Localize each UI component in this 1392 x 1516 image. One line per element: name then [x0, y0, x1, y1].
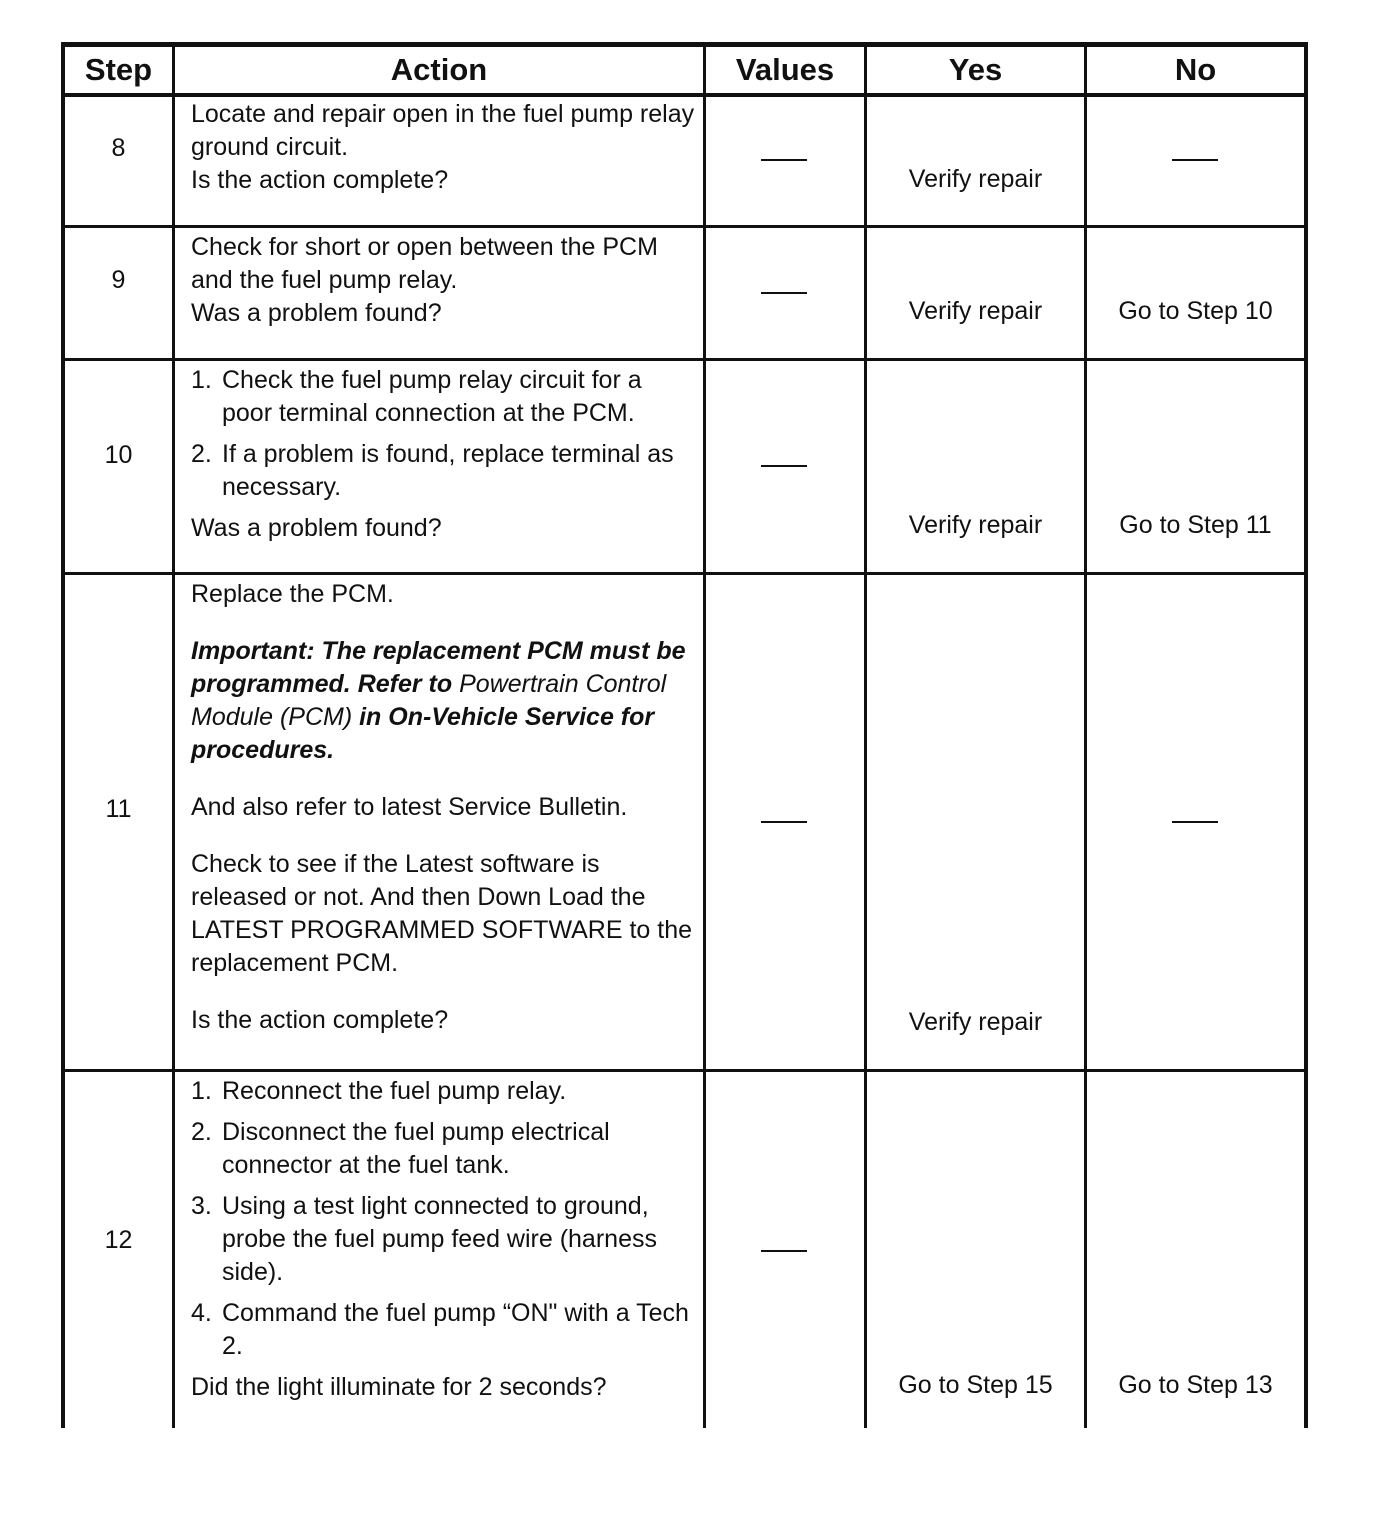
yes-result: Go to Step 15 [898, 1371, 1053, 1399]
cross-reference: Powertrain Control Module (PCM) [191, 670, 667, 731]
list-item: 2. Disconnect the fuel pump electrical connector at the fuel tank. [191, 1118, 610, 1179]
row-divider [61, 225, 1308, 228]
procedure-list [191, 1075, 695, 1363]
list-item: 1. Check the fuel pump relay circuit for a poor terminal connection at the PCM. [191, 366, 642, 427]
header-yes: Yes [948, 52, 1003, 87]
action-question: Is the action complete? [191, 166, 449, 194]
action-cell [175, 98, 703, 197]
row-divider [61, 572, 1308, 575]
action-text: Replace the PCM. [191, 580, 394, 608]
step-number: 9 [111, 265, 126, 294]
list-item: 3. Using a test light connected to ground, probe the fuel pump feed wire (harness side). [191, 1192, 657, 1286]
header-step: Step [84, 52, 153, 87]
step-number: 10 [104, 440, 133, 469]
header-no: No [1174, 52, 1217, 87]
action-question: Was a problem found? [191, 514, 442, 542]
list-item: 2. If a problem is found, replace terminal as necessary. [191, 440, 674, 501]
no-dash [1172, 159, 1218, 161]
column-divider [864, 42, 867, 1428]
no-result: Go to Step 11 [1119, 511, 1272, 539]
diagnostic-table [61, 42, 1308, 1428]
list-item: 1. Reconnect the fuel pump relay. [191, 1077, 567, 1105]
column-divider [1084, 42, 1087, 1428]
software-note: Check to see if the Latest software is released or not. And then Down Load the LATEST PROGRAMMED SOFTWARE to the replacement PCM. [191, 850, 693, 977]
action-question: Is the action complete? [191, 1006, 449, 1034]
yes-result: Verify repair [908, 511, 1043, 539]
yes-result: Verify repair [908, 1008, 1043, 1036]
no-result: Go to Step 10 [1118, 297, 1273, 325]
row-divider [61, 1069, 1308, 1072]
header-action: Action [390, 52, 488, 87]
service-bulletin-note: And also refer to latest Service Bulletin. [191, 793, 628, 821]
step-number: 11 [105, 794, 132, 823]
values-dash [761, 159, 807, 161]
action-cell [175, 1075, 703, 1404]
action-text: Check for short or open between the PCM and the fuel pump relay. [191, 233, 658, 294]
values-dash [761, 1250, 807, 1252]
yes-result: Verify repair [908, 165, 1043, 193]
header-values: Values [735, 52, 835, 87]
step-number: 12 [104, 1225, 133, 1254]
column-divider [703, 42, 706, 1428]
yes-result: Verify repair [908, 297, 1043, 325]
action-question: Was a problem found? [191, 299, 442, 327]
step-number: 8 [111, 133, 126, 162]
no-result: Go to Step 13 [1118, 1371, 1273, 1399]
values-dash [761, 821, 807, 823]
action-cell [175, 231, 703, 330]
important-note: Important: The replacement PCM must be programmed. Refer to Powertrain Control Module (PCM) in On-Vehicle Service for procedures. [191, 637, 686, 764]
procedure-list [191, 364, 695, 504]
row-divider [61, 358, 1308, 361]
action-cell [175, 578, 703, 1037]
action-cell [175, 364, 703, 545]
header-bottom-border [61, 93, 1308, 97]
values-dash [761, 465, 807, 467]
action-question: Did the light illuminate for 2 seconds? [191, 1373, 607, 1401]
no-dash [1172, 821, 1218, 823]
values-dash [761, 292, 807, 294]
list-item: 4. Command the fuel pump “ON" with a Tech 2. [191, 1299, 689, 1360]
column-divider [1304, 42, 1308, 1428]
action-text: Locate and repair open in the fuel pump relay ground circuit. [191, 100, 695, 161]
